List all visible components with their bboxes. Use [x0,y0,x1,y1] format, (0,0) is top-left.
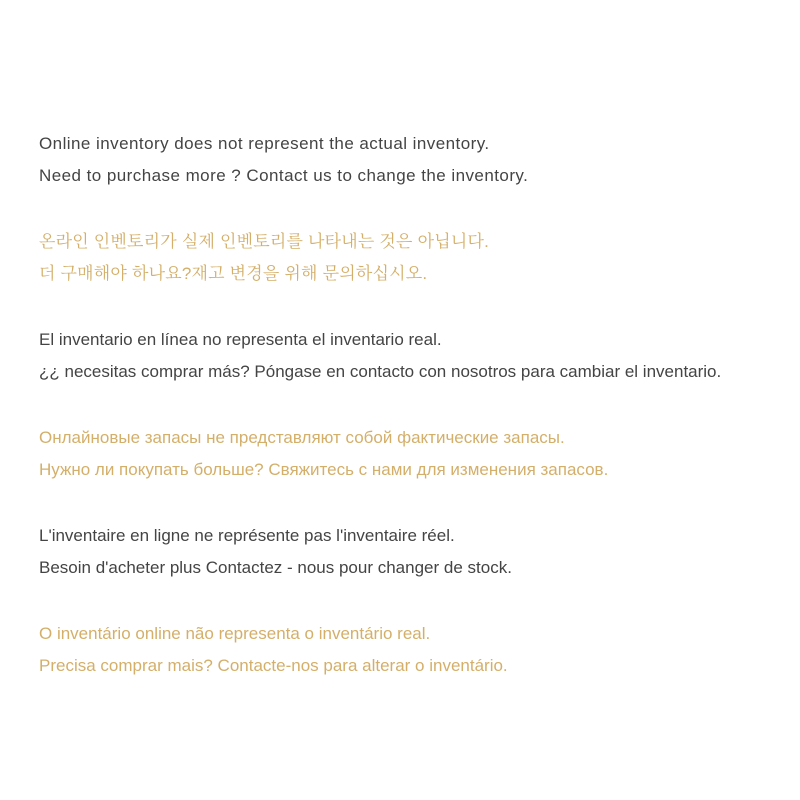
notice-line-spanish-1: El inventario en línea no representa el inventario real. [39,330,442,349]
notice-line-english-1: Online inventory does not represent the actual inventory. [39,134,490,153]
notice-line-english-2: Need to purchase more ? Contact us to change the inventory. [39,166,529,185]
notice-block-portuguese [39,618,797,682]
notice-line-spanish-2: ¿¿ necesitas comprar más? Póngase en contacto con nosotros para cambiar el inventario. [39,362,722,381]
inventory-notice [39,128,797,716]
notice-line-french-1: L'inventaire en ligne ne représente pas l'inventaire réel. [39,526,455,545]
notice-line-russian-1: Онлайновые запасы не представляют собой фактические запасы. [39,428,565,447]
notice-line-portuguese-1: O inventário online não representa o inventário real. [39,624,431,643]
notice-line-korean-1: 온라인 인벤토리가 실제 인벤토리를 나타내는 것은 아닙니다. [39,232,490,251]
notice-line-korean-2: 더 구매해야 하나요?재고 변경을 위해 문의하십시오. [39,264,428,283]
notice-line-french-2: Besoin d'acheter plus Contactez - nous pour changer de stock. [39,558,512,577]
notice-line-portuguese-2: Precisa comprar mais? Contacte-nos para alterar o inventário. [39,656,508,675]
notice-block-english [39,128,797,192]
notice-block-korean [39,226,797,290]
notice-block-french [39,520,797,584]
notice-line-russian-2: Нужно ли покупать больше? Свяжитесь с нами для изменения запасов. [39,460,609,479]
notice-block-spanish [39,324,797,388]
notice-block-russian [39,422,797,486]
